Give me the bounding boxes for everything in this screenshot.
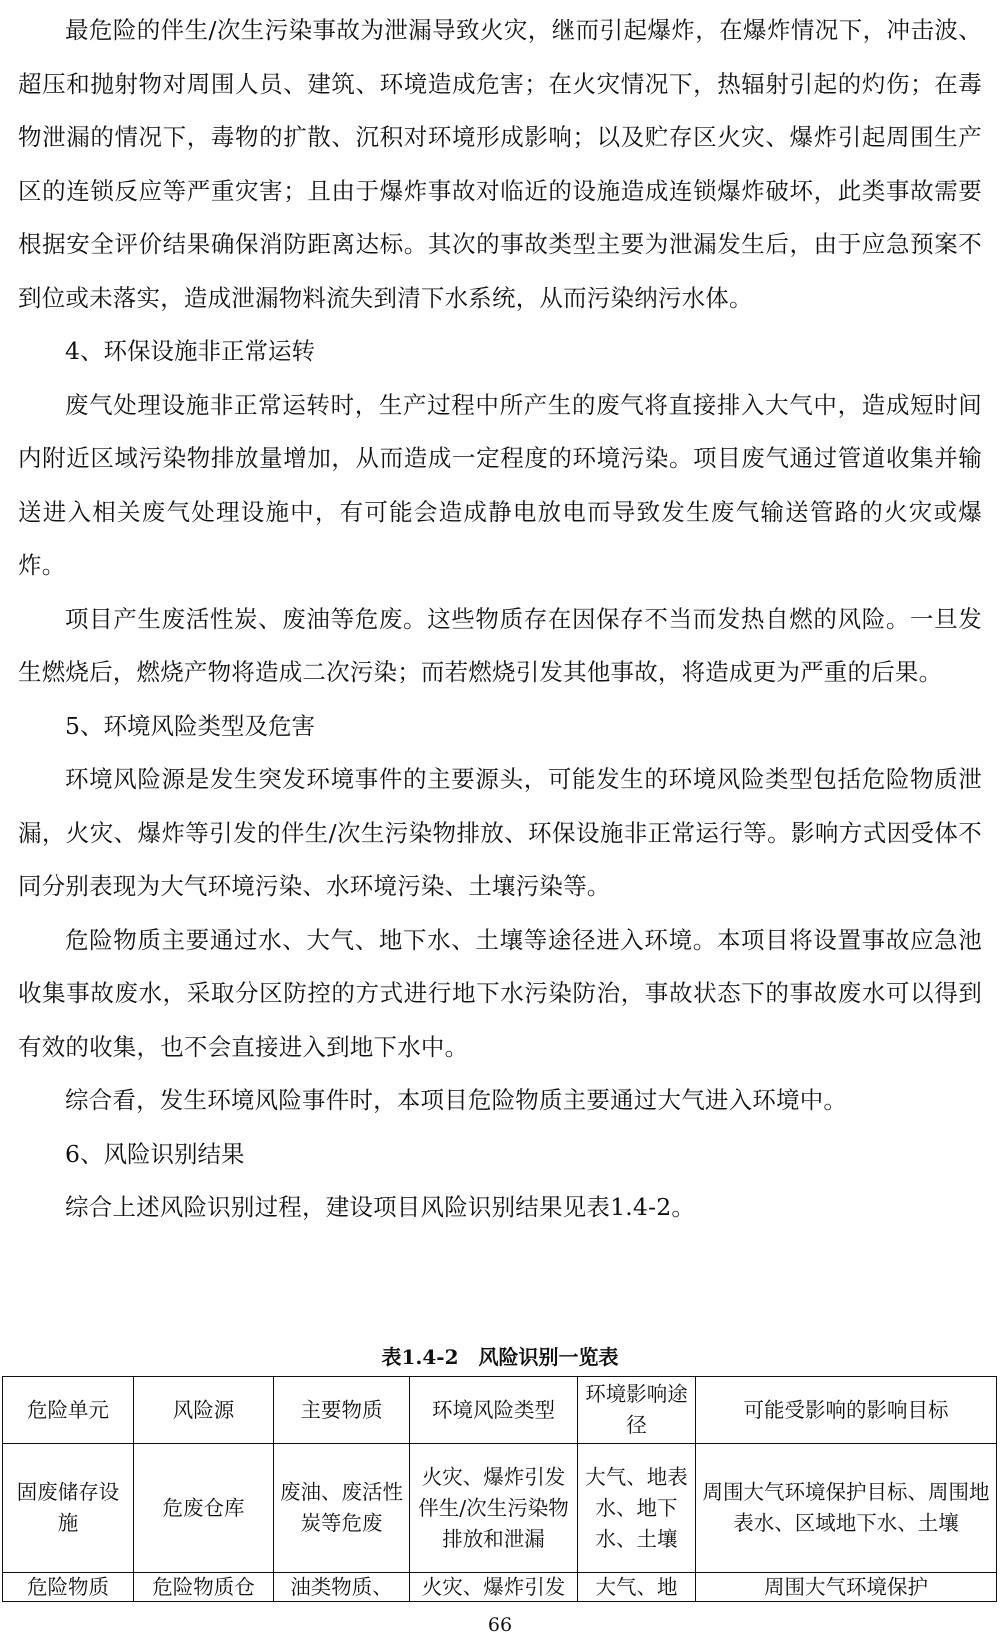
paragraph-exhaust-facility: 废气处理设施非正常运转时，生产过程中所产生的废气将直接排入大气中，造成短时间内附近区域污染物排放量增加，从而造成一定程度的环境污染。项目废气通过管道收集并输送进入相关废气处理设施中，有可能会造成静电放电而导致发生废气输送管路的火灾或爆炸。	[18, 390, 982, 579]
cell-material: 废油、废活性炭等危废	[274, 1444, 410, 1573]
table-row	[3, 1573, 997, 1602]
cell-pathway: 大气、地表水、地下水、土壤	[578, 1444, 696, 1573]
header-pathway: 环境影响途径	[578, 1377, 696, 1444]
heading-section-4: 4、环保设施非正常运转	[65, 337, 315, 365]
page-number: 66	[487, 1614, 513, 1636]
cell-target: 周围大气环境保护	[696, 1573, 997, 1602]
cell-unit: 危险物质	[3, 1573, 134, 1602]
paragraph-hazardous-waste: 项目产生废活性炭、废油等危废。这些物质存在因保存不当而发热自燃的风险。一旦发生燃烧后，燃烧产物将造成二次污染；而若燃烧引发其他事故，将造成更为严重的后果。	[18, 604, 982, 686]
header-risk-type: 环境风险类型	[410, 1377, 578, 1444]
paragraph-identification-result: 综合上述风险识别过程，建设项目风险识别结果见表1.4-2。	[65, 1193, 696, 1221]
document-body	[18, 4, 982, 1235]
heading-section-5: 5、环境风险类型及危害	[65, 711, 315, 740]
risk-identification-table	[2, 1376, 997, 1602]
paragraph-pathways: 危险物质主要通过水、大气、地下水、土壤等途径进入环境。本项目将设置事故应急池收集事故废水，采取分区防控的方式进行地下水污染防治，事故状态下的事故废水可以得到有效的收集，也不会直接进入到地下水中。	[18, 925, 982, 1061]
table-row	[3, 1444, 997, 1573]
cell-risk-type: 火灾、爆炸引发伴生/次生污染物排放和泄漏	[410, 1444, 578, 1573]
cell-source: 危废仓库	[134, 1444, 274, 1573]
table-header-row	[3, 1377, 997, 1444]
cell-unit: 固废储存设施	[3, 1444, 134, 1573]
table-caption: 表1.4-2 风险识别一览表	[381, 1345, 619, 1369]
paragraph-summary: 综合看，发生环境风险事件时，本项目危险物质主要通过大气进入环境中。	[65, 1086, 848, 1114]
heading-section-6: 6、风险识别结果	[65, 1139, 245, 1168]
header-unit: 危险单元	[3, 1377, 134, 1444]
cell-risk-type: 火灾、爆炸引发	[410, 1573, 578, 1602]
cell-pathway: 大气、地	[578, 1573, 696, 1602]
cell-target: 周围大气环境保护目标、周围地表水、区域地下水、土壤	[696, 1444, 997, 1573]
header-material: 主要物质	[274, 1377, 410, 1444]
header-target: 可能受影响的影响目标	[696, 1377, 997, 1444]
paragraph-accident-types: 最危险的伴生/次生污染事故为泄漏导致火灾，继而引起爆炸，在爆炸情况下，冲击波、超压和抛射物对周围人员、建筑、环境造成危害；在火灾情况下，热辐射引起的灼伤；在毒物泄漏的情况下，毒物的扩散、沉积对环境形成影响；以及贮存区火灾、爆炸引起周围生产区的连锁反应等严重灾害；且由于爆炸事故对临近的设施造成连锁爆炸破坏，此类事故需要根据安全评价结果确保消防距离达标。其次的事故类型主要为泄漏发生后，由于应急预案不到位或未落实，造成泄漏物料流失到清下水系统，从而污染纳污水体。	[18, 16, 982, 312]
header-source: 风险源	[134, 1377, 274, 1444]
cell-source: 危险物质仓	[134, 1573, 274, 1602]
cell-material: 油类物质、	[274, 1573, 410, 1602]
paragraph-risk-sources: 环境风险源是发生突发环境事件的主要源头，可能发生的环境风险类型包括危险物质泄漏，火灾、爆炸等引发的伴生/次生污染物排放、环保设施非正常运行等。影响方式因受体不同分别表现为大气环境污染、水环境污染、土壤污染等。	[18, 765, 982, 900]
